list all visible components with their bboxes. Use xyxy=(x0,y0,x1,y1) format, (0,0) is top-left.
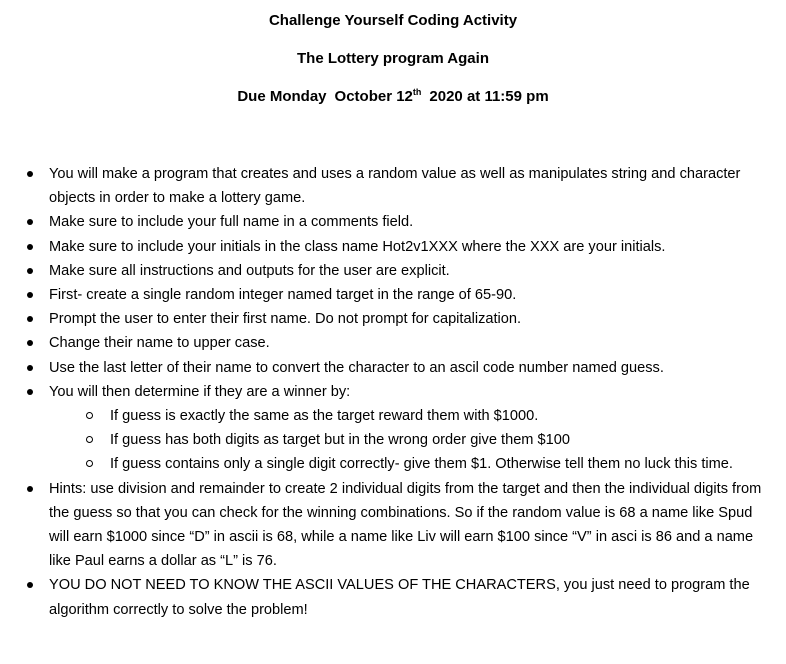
list-item: Prompt the user to enter their first name. Do not prompt for capitalization. xyxy=(0,307,786,331)
sub-list-item: If guess is exactly the same as the target reward them with $1000. xyxy=(49,404,770,428)
bullet-icon xyxy=(27,365,33,371)
list-item: Make sure to include your full name in a comments field. xyxy=(0,210,786,234)
due-date-line xyxy=(0,88,786,105)
bullet-icon xyxy=(27,244,33,250)
bullet-icon xyxy=(27,486,33,492)
winning-rules-list xyxy=(49,404,770,477)
list-item: Change their name to upper case. xyxy=(0,331,786,355)
circle-bullet-icon xyxy=(86,436,93,443)
circle-bullet-icon xyxy=(86,412,93,419)
sub-list-item: If guess has both digits as target but in the wrong order give them $100 xyxy=(49,428,770,452)
instructions-list xyxy=(0,162,786,622)
due-date-suffix: th xyxy=(412,87,422,97)
list-item: Make sure to include your initials in the class name Hot2v1XXX where the XXX are your initials. xyxy=(0,235,786,259)
bullet-icon xyxy=(27,316,33,322)
bullet-icon xyxy=(27,268,33,274)
bullet-icon xyxy=(27,219,33,225)
bullet-icon xyxy=(27,389,33,395)
sub-list-item: If guess contains only a single digit correctly- give them $1. Otherwise tell them no luck this time. xyxy=(49,452,770,476)
list-item: First- create a single random integer named target in the range of 65-90. xyxy=(0,283,786,307)
bullet-icon xyxy=(27,292,33,298)
due-time: 2020 at 11:59 pm xyxy=(429,88,549,105)
list-item: You will then determine if they are a winner by: If guess is exactly the same as the target reward them with $1000. If guess has both digits as target but in the wrong order give them $100 If guess contains only a single digit correctly- give them $1. Otherwise tell them no luck this time. xyxy=(0,380,786,477)
list-item: Hints: use division and remainder to create 2 individual digits from the target and then the individual digits from the guess so that you can check for the winning combinations. So if the random value is 68 a name like Spud will earn $1000 since “D” in ascii is 68, while a name like Liv will earn $100 since “V” in asci is 86 and a name like Paul earns a dollar as “L” is 76. xyxy=(0,477,786,574)
document-title: Challenge Yourself Coding Activity xyxy=(268,12,518,29)
due-date: October 12 xyxy=(334,88,413,105)
document-subtitle: The Lottery program Again xyxy=(297,50,489,67)
bullet-icon xyxy=(27,171,33,177)
list-item: Make sure all instructions and outputs for the user are explicit. xyxy=(0,259,786,283)
circle-bullet-icon xyxy=(86,460,93,467)
list-item: YOU DO NOT NEED TO KNOW THE ASCII VALUES OF THE CHARACTERS, you just need to program the algorithm correctly to solve the problem! xyxy=(0,573,786,621)
list-item: Use the last letter of their name to convert the character to an ascil code number named guess. xyxy=(0,356,786,380)
bullet-icon xyxy=(27,340,33,346)
bullet-icon xyxy=(27,582,33,588)
due-prefix: Due Monday xyxy=(237,88,327,105)
list-item: You will make a program that creates and uses a random value as well as manipulates string and character objects in order to make a lottery game. xyxy=(0,162,786,210)
